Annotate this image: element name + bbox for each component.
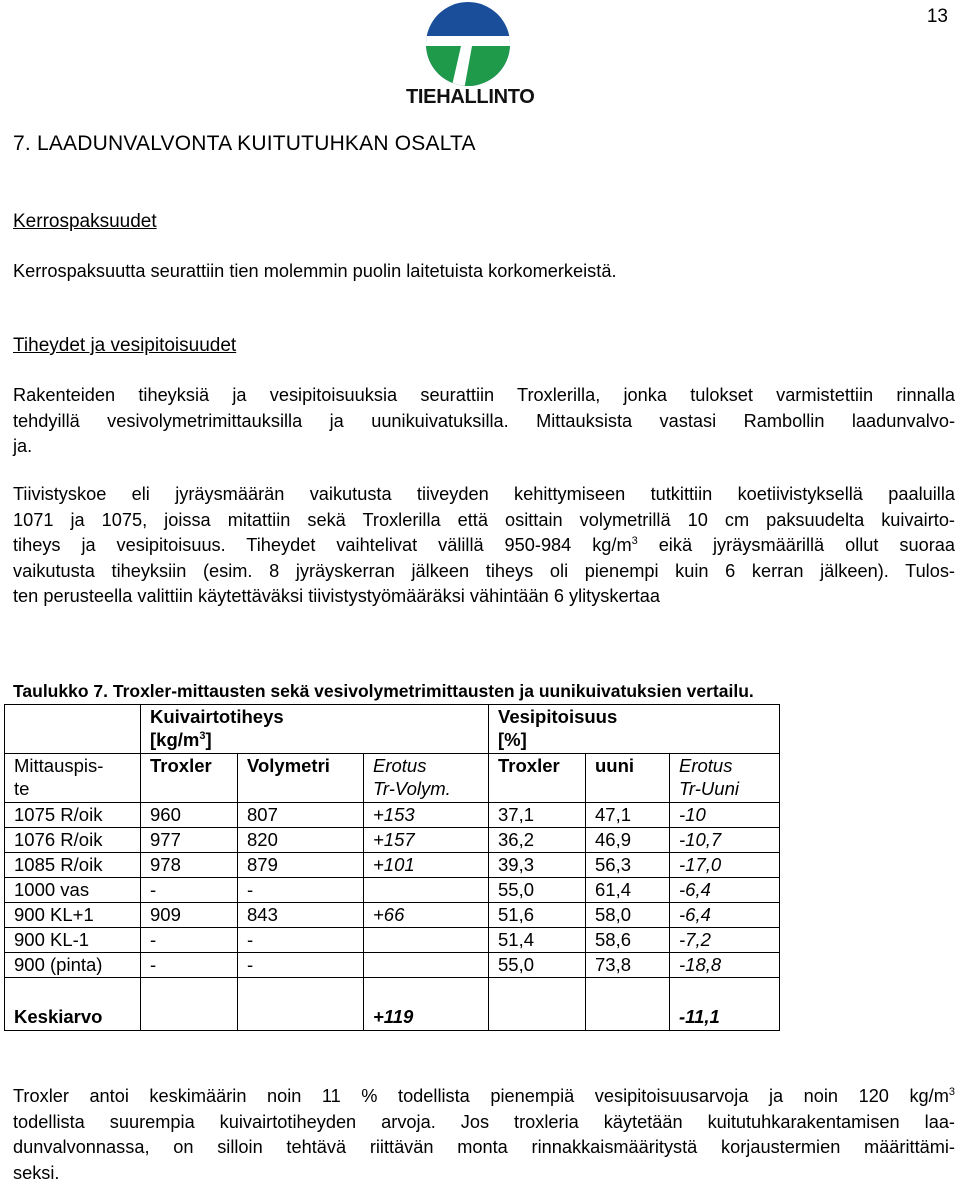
tiehallinto-logo-icon [406, 0, 530, 90]
col-header-troxler-density: Troxler [141, 754, 238, 803]
table-cell [141, 978, 238, 1031]
table-cell [238, 978, 364, 1031]
table-cell: 58,0 [586, 903, 670, 928]
text-line [13, 1084, 955, 1110]
text-line: dunvalvonnassa, on silloin tehtävä riittävän monta rinnakkaismääritystä korjaustermien määrittämi- [13, 1135, 955, 1161]
text-line: 1071 ja 1075, joissa mitattiin sekä Troxlerilla että osittain volymetrillä 10 cm paksuudelta kuivairto- [13, 508, 955, 534]
table-cell: -10,7 [670, 828, 780, 853]
table-cell: -6,4 [670, 903, 780, 928]
col-header-erotus-uuni: Erotus Tr-Uuni [670, 754, 780, 803]
table-cell: 1000 vas [5, 878, 141, 903]
table-cell: 900 KL+1 [5, 903, 141, 928]
chapter-heading: 7. LAADUNVALVONTA KUITUTUHKAN OSALTA [13, 132, 476, 156]
table-cell: 51,6 [489, 903, 586, 928]
table-cell: 39,3 [489, 853, 586, 878]
table-cell: -18,8 [670, 953, 780, 978]
table-cell [489, 978, 586, 1031]
paragraph-tiivistyskoe [13, 482, 955, 610]
table-cell: 978 [141, 853, 238, 878]
table-cell: -7,2 [670, 928, 780, 953]
table-cell: 61,4 [586, 878, 670, 903]
col-header-volymetri: Volymetri [238, 754, 364, 803]
comparison-table [4, 704, 780, 1031]
text-line: Tiivistyskoe eli jyräysmäärän vaikutusta tiiveyden kehittymiseen tutkittiin koetiivistyksellä paaluilla [13, 482, 955, 508]
paragraph-tiheydet-1 [13, 383, 955, 460]
table-row [5, 828, 780, 853]
table-cell [364, 878, 489, 903]
table-cell: 1075 R/oik [5, 803, 141, 828]
table-row [5, 803, 780, 828]
table-row [5, 878, 780, 903]
text-segment: tiheys ja vesipitoisuus. Tiheydet vaihtelivat välillä 950-984 kg/m [13, 535, 632, 555]
table-cell [364, 928, 489, 953]
table-cell: 900 (pinta) [5, 953, 141, 978]
table-cell: 58,6 [586, 928, 670, 953]
table-cell: 1085 R/oik [5, 853, 141, 878]
table-cell: - [141, 928, 238, 953]
table-cell: 820 [238, 828, 364, 853]
paragraph-kerrospaksuudet [13, 259, 955, 285]
table-caption: Taulukko 7. Troxler-mittausten sekä vesivolymetrimittausten ja uunikuivatuksien vertailu. [13, 681, 754, 702]
table-header-row-1 [5, 705, 780, 754]
table-cell: 879 [238, 853, 364, 878]
text-line [13, 533, 955, 559]
text-line: vaikutusta tiheyksiin (esim. 8 jyräyskerran jälkeen tiheys oli pienempi kuin 6 kerran jälkeen). Tulos- [13, 559, 955, 585]
text-line: tehdyillä vesivolymetrimittauksilla ja uunikuivatuksilla. Mittauksista vastasi Rambollin laadunvalvo- [13, 409, 955, 435]
table-cell: 55,0 [489, 878, 586, 903]
table-cell: +157 [364, 828, 489, 853]
text-segment: Troxler antoi keskimäärin noin 11 % todellista pienempiä vesipitoisuusarvoja ja noin 120 kg/m [13, 1086, 949, 1106]
subheading-tiheydet: Tiheydet ja vesipitoisuudet [13, 335, 236, 357]
table-row [5, 928, 780, 953]
table-cell: 55,0 [489, 953, 586, 978]
text-line: Kerrospaksuutta seurattiin tien molemmin puolin laitetuista korkomerkeistä. [13, 259, 955, 285]
table-cell [5, 705, 141, 754]
table-cell: +101 [364, 853, 489, 878]
table-cell: 73,8 [586, 953, 670, 978]
table-cell: -6,4 [670, 878, 780, 903]
text-line: todellista suurempia kuivairtotiheyden arvoja. Jos troxleria käytetään kuitutuhkarakentamisen laa- [13, 1110, 955, 1136]
average-erotus-uuni: -11,1 [670, 978, 780, 1031]
table-cell: - [141, 953, 238, 978]
superscript: 3 [632, 535, 638, 547]
text-line: ten perusteella valittiin käytettäväksi tiivistystyömääräksi vähintään 6 ylityskertaa [13, 584, 955, 610]
table-cell: 47,1 [586, 803, 670, 828]
table-cell: -10 [670, 803, 780, 828]
table-cell [586, 978, 670, 1031]
col-header-erotus-volym: Erotus Tr-Volym. [364, 754, 489, 803]
table-cell: - [238, 928, 364, 953]
table-cell: 900 KL-1 [5, 928, 141, 953]
table-cell: -17,0 [670, 853, 780, 878]
text-line: seksi. [13, 1161, 955, 1186]
table-cell: 909 [141, 903, 238, 928]
table-cell: +66 [364, 903, 489, 928]
superscript: 3 [949, 1086, 955, 1098]
average-label: Keskiarvo [5, 978, 141, 1031]
table-average-row [5, 978, 780, 1031]
table-row [5, 953, 780, 978]
table-cell: 843 [238, 903, 364, 928]
table-row [5, 903, 780, 928]
table-cell: 46,9 [586, 828, 670, 853]
page-number: 13 [927, 6, 948, 28]
table-cell: - [238, 878, 364, 903]
table-cell: 37,1 [489, 803, 586, 828]
table-row [5, 853, 780, 878]
group-header-density: Kuivairtotiheys $[kg/m^3]$ [141, 705, 489, 754]
average-erotus-volym: +119 [364, 978, 489, 1031]
table-cell: 1076 R/oik [5, 828, 141, 853]
text-line: ja. [13, 434, 955, 460]
table-cell: 56,3 [586, 853, 670, 878]
table-cell: 977 [141, 828, 238, 853]
group-header-moisture: Vesipitoisuus [%] [489, 705, 780, 754]
table-cell: 36,2 [489, 828, 586, 853]
col-header-location: Mittauspis- te [5, 754, 141, 803]
paragraph-conclusion [13, 1084, 955, 1186]
subheading-kerrospaksuudet: Kerrospaksuudet [13, 211, 157, 233]
table-cell [364, 953, 489, 978]
table-header-row-2 [5, 754, 780, 803]
table-cell: 51,4 [489, 928, 586, 953]
table-cell: - [141, 878, 238, 903]
table-cell: - [238, 953, 364, 978]
tiehallinto-logo [406, 0, 530, 112]
logo-text: TIEHALLINTO [406, 86, 530, 109]
col-header-troxler-moisture: Troxler [489, 754, 586, 803]
col-header-uuni: uuni [586, 754, 670, 803]
text-line: Rakenteiden tiheyksiä ja vesipitoisuuksia seurattiin Troxlerilla, jonka tulokset varmistettiin rinnalla [13, 383, 955, 409]
table-cell: 807 [238, 803, 364, 828]
text-segment: eikä jyräysmäärillä ollut suoraa [638, 535, 955, 555]
table-cell: +153 [364, 803, 489, 828]
table-cell: 960 [141, 803, 238, 828]
